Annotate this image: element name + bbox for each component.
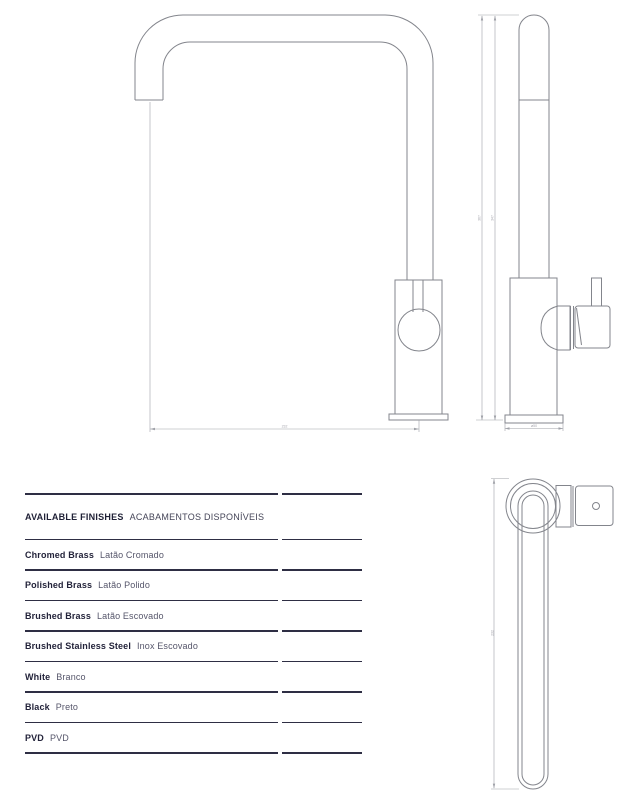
finish-name-en: Polished Brass	[25, 580, 93, 591]
finishes-title-pt: ACABAMENTOS DISPONÍVEIS	[129, 511, 265, 522]
divider-line	[25, 493, 362, 495]
finish-name-en: White	[25, 671, 51, 682]
finish-name-en: Chromed Brass	[25, 549, 94, 560]
top-handle-connector	[556, 486, 571, 528]
divider-line	[25, 569, 362, 571]
front-base-plate	[389, 414, 448, 420]
top-spout-inner	[522, 495, 544, 785]
finish-name-pt: Branco	[56, 671, 86, 682]
divider-line	[25, 600, 362, 602]
divider-line	[25, 691, 362, 693]
side-handle	[541, 278, 610, 350]
finish-name-pt: Preto	[55, 702, 79, 713]
front-reach-dim-label: 232	[281, 424, 288, 429]
divider-line	[25, 630, 362, 632]
finish-row-chromed-brass	[25, 541, 362, 570]
side-handle-lever	[575, 306, 610, 348]
divider-line	[25, 661, 362, 663]
faucet-top-view	[491, 479, 614, 790]
divider-line	[25, 539, 362, 541]
finish-name-pt: Inox Escovado	[137, 641, 198, 652]
finish-row-brushed-stainless-steel	[25, 632, 362, 661]
side-handle-collar	[541, 306, 570, 350]
side-base-dim-arrow	[559, 427, 564, 429]
side-dim-arrow	[494, 16, 496, 21]
side-base-dim-arrow	[505, 427, 510, 429]
divider-line	[25, 722, 362, 724]
side-base-plate	[505, 415, 563, 423]
side-height-outer-label: 367	[477, 215, 482, 221]
top-dim-arrow	[493, 784, 495, 789]
finish-row-pvd	[25, 724, 362, 753]
top-base-outer-circle	[506, 479, 560, 533]
front-dim-arrow-right	[414, 428, 419, 431]
finishes-header	[25, 495, 362, 539]
finish-name-en: Brushed Stainless Steel	[25, 641, 131, 652]
finish-name-en: PVD	[25, 732, 44, 743]
front-reach-dimension	[150, 102, 419, 432]
finishes-table	[25, 493, 362, 754]
divider-line	[25, 752, 362, 754]
front-handle-knob	[398, 309, 440, 351]
finish-name-pt: Latão Polido	[98, 580, 150, 591]
front-dim-arrow-left	[150, 428, 155, 431]
top-length-dimension	[491, 479, 520, 790]
side-base-dim-label: ø50	[530, 424, 538, 429]
finish-row-brushed-brass	[25, 602, 362, 631]
side-dim-arrow	[481, 16, 483, 21]
front-body	[395, 280, 442, 414]
finish-name-en: Brushed Brass	[25, 610, 91, 621]
finish-row-polished-brass	[25, 571, 362, 600]
finish-name-pt: Latão Escovado	[96, 610, 164, 621]
finish-name-en: Black	[25, 702, 50, 713]
front-spout-inner-contour	[163, 42, 407, 280]
side-handle-lever-edge	[577, 308, 582, 345]
top-handle-screw-hole	[593, 503, 600, 510]
top-base-inner-circle	[511, 484, 556, 529]
faucet-front-view	[135, 15, 448, 432]
side-spout-tube	[519, 15, 549, 278]
finishes-title-en: AVAILABLE FINISHES	[25, 511, 124, 522]
finish-name-pt: Latão Cromado	[99, 549, 164, 560]
front-spout-outer-contour	[135, 15, 433, 280]
top-dim-arrow	[493, 479, 495, 484]
side-handle-neck	[571, 306, 574, 350]
side-base-dimension	[505, 423, 563, 431]
side-height-dimensions	[476, 15, 519, 421]
finish-name-pt: PVD	[49, 732, 69, 743]
side-height-inner-label: 347	[490, 215, 495, 221]
faucet-side-view	[476, 15, 610, 431]
finish-row-white	[25, 663, 362, 692]
top-handle	[556, 486, 613, 528]
side-handle-tip	[592, 278, 602, 306]
front-handle-stem	[413, 280, 423, 312]
top-length-dim-label: 232	[490, 630, 495, 636]
top-handle-block	[576, 486, 614, 526]
finish-row-black	[25, 693, 362, 722]
